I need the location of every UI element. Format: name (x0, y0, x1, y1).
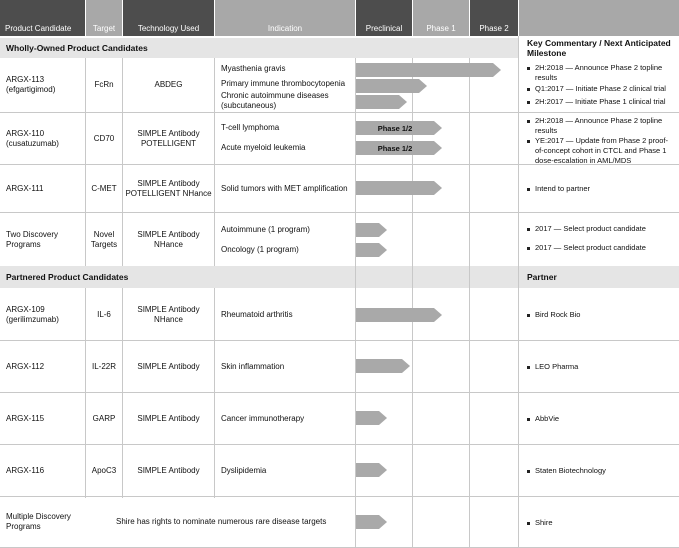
phase-bar (356, 223, 387, 237)
target: Novel Targets (90, 229, 118, 249)
commentary-item: 2H:2018 — Announce Phase 2 topline results (526, 63, 676, 83)
commentary-item: Intend to partner (526, 184, 676, 194)
phase-bar (356, 243, 387, 257)
commentary-list (526, 414, 676, 424)
commentary-item: Staten Biotechnology (526, 466, 676, 476)
indication: Oncology (1 program) (221, 245, 299, 254)
header-indication: Indication (215, 0, 355, 36)
section-wholly-owned: Wholly-Owned Product Candidates (0, 38, 518, 58)
indication: Dyslipidemia (221, 465, 267, 475)
phase-bar (356, 411, 387, 425)
commentary-item: 2017 — Select product candidate (526, 243, 676, 253)
phase-bar-label: Phase 1/2 (377, 123, 413, 133)
target: C-MET (91, 183, 117, 193)
indication: Myasthenia gravis (221, 64, 286, 73)
indication: Primary immune thrombocytopenia (221, 79, 346, 88)
header-commentary-cell (519, 0, 679, 36)
header-technology: Technology Used (123, 0, 214, 36)
indication: Acute myeloid leukemia (221, 143, 306, 152)
phase-bar (356, 95, 407, 109)
commentary-item: Bird Rock Bio (526, 310, 676, 320)
candidate-name: ARGX-116 (6, 465, 45, 475)
indication: Skin inflammation (221, 361, 285, 371)
header-preclinical: Preclinical (356, 0, 412, 36)
technology: ABDEG (154, 80, 183, 89)
phase-bar (356, 63, 501, 77)
technology: SIMPLE Antibody NHance (137, 229, 200, 249)
shire-note: Shire has rights to nominate numerous rare disease targets (116, 517, 327, 526)
header-target: Target (86, 0, 122, 36)
technology: SIMPLE Antibody (137, 413, 200, 423)
phase-bar (356, 308, 442, 322)
phase-bar (356, 181, 442, 195)
commentary-item: YE:2017 — Update from Phase 2 proof-of-concept cohort in CTCL and Phase 1 dose-escalation in AML/MDS (526, 136, 676, 166)
indication: Cancer immunotherapy (221, 413, 305, 423)
phase-bar (356, 141, 442, 155)
candidate-name: ARGX-110 (cusatuzumab) (6, 128, 59, 148)
commentary-item: 2H:2017 — Initiate Phase 1 clinical trial (526, 97, 676, 107)
target: CD70 (93, 133, 115, 143)
candidate-name: ARGX-113 (efgartigimod) (6, 75, 56, 94)
commentary-list (526, 518, 676, 528)
indication: Solid tumors with MET amplification (221, 183, 348, 193)
candidate-name: Multiple Discovery Programs (6, 512, 71, 531)
commentary-item: Shire (526, 518, 676, 528)
indication: T-cell lymphoma (221, 123, 280, 132)
target: ApoC3 (91, 465, 117, 475)
phase-bar (356, 121, 442, 135)
phase-bar-label: Phase 1/2 (377, 143, 413, 153)
technology: SIMPLE Antibody (137, 465, 200, 475)
commentary-item: AbbVie (526, 414, 676, 424)
section-key-commentary (519, 38, 679, 58)
commentary-list (526, 184, 676, 194)
header-phase1: Phase 1 (413, 0, 469, 36)
commentary-item: 2H:2018 — Announce Phase 2 topline results (526, 116, 676, 136)
target: IL-22R (91, 361, 116, 371)
commentary-item: 2017 — Select product candidate (526, 224, 676, 234)
candidate-name: ARGX-115 (6, 413, 45, 423)
commentary-list (526, 362, 676, 372)
technology: SIMPLE Antibody NHance (137, 304, 200, 324)
commentary-list (526, 466, 676, 476)
section-partnered: Partnered Product Candidates (0, 266, 518, 288)
candidate-name: Two Discovery Programs (6, 229, 59, 249)
target: FcRn (94, 80, 114, 89)
header-phase2: Phase 2 (470, 0, 518, 36)
candidate-name: ARGX-111 (6, 183, 44, 193)
commentary-item: Q1:2017 — Initiate Phase 2 clinical trial (526, 84, 676, 94)
indication: Chronic autoimmune diseases (subcutaneous) (221, 91, 329, 110)
target: GARP (92, 413, 116, 423)
candidate-name: ARGX-112 (6, 361, 45, 371)
commentary-list (526, 116, 676, 166)
phase-bar (356, 463, 387, 477)
indication: Autoimmune (1 program) (221, 225, 310, 234)
indication: Rheumatoid arthritis (221, 309, 293, 319)
phase-bar (356, 79, 427, 93)
candidate-name: ARGX-109 (gerilimzumab) (6, 304, 59, 324)
key-commentary-title: Key Commentary / Next Anticipated Milestone (527, 38, 671, 58)
commentary-list (526, 63, 676, 107)
commentary-list (526, 310, 676, 320)
technology: SIMPLE Antibody POTELLIGENT (137, 128, 200, 148)
phase-bar (356, 359, 410, 373)
phase-bar (356, 515, 387, 529)
technology: SIMPLE Antibody POTELLIGENT NHance (125, 178, 212, 198)
target: IL-6 (97, 309, 111, 319)
commentary-item: LEO Pharma (526, 362, 676, 372)
technology: SIMPLE Antibody (137, 361, 200, 371)
commentary-list (526, 224, 676, 253)
section-partner: Partner (519, 266, 679, 288)
header-candidate: Product Candidate (0, 0, 85, 36)
